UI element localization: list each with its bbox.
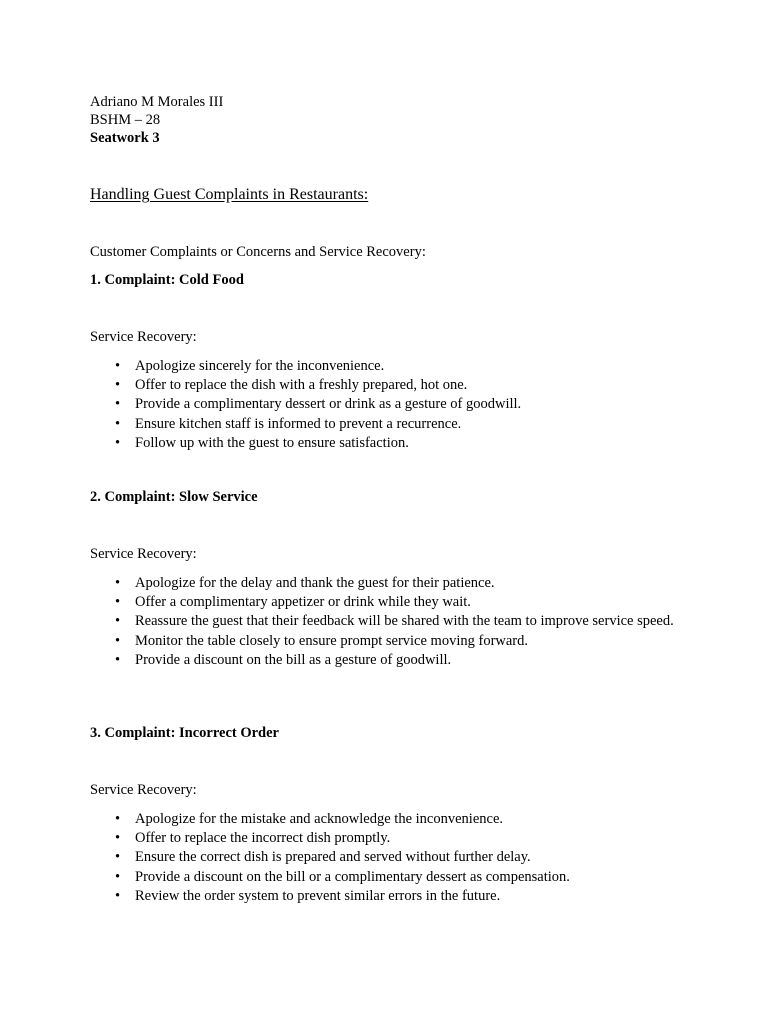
assignment-title: Seatwork 3 [90,130,160,146]
list-item: • Ensure kitchen staff is informed to prevent a recurrence. [90,415,690,434]
bullet-icon: • [115,613,121,630]
list-item: • Apologize for the mistake and acknowledge the inconvenience. [90,810,690,829]
section-heading: 1. Complaint: Cold Food [90,272,244,288]
bullet-icon: • [115,868,121,885]
bullet-icon: • [115,396,121,413]
bullet-icon: • [115,575,121,591]
bullet-icon: • [115,358,121,374]
author-name: Adriano M Morales III [90,94,224,110]
recovery-list [90,357,690,453]
list-item: • Reassure the guest that their feedback will be shared with the team to improve service speed. [90,612,690,631]
list-item: • Offer a complimentary appetizer or drink while they wait. [90,593,690,612]
bullet-icon: • [115,651,121,668]
list-item: • Provide a complimentary dessert or drink as a gesture of goodwill. [90,395,690,414]
bullet-icon: • [115,434,121,451]
bullet-icon: • [115,849,121,866]
list-item: • Monitor the table closely to ensure prompt service moving forward. [90,632,690,651]
intro-text: Customer Complaints or Concerns and Service Recovery: [90,244,426,260]
list-item: • Ensure the correct dish is prepared and served without further delay. [90,848,690,867]
section-heading: 3. Complaint: Incorrect Order [90,725,279,741]
list-item: • Review the order system to prevent similar errors in the future. [90,887,690,906]
bullet-icon: • [115,811,121,827]
section-heading: 2. Complaint: Slow Service [90,489,258,505]
document-title: Handling Guest Complaints in Restaurants: [90,186,369,203]
list-item: • Apologize for the delay and thank the guest for their patience. [90,574,690,593]
bullet-icon: • [115,830,121,847]
list-item: • Provide a discount on the bill as a gesture of goodwill. [90,651,690,670]
list-item: • Provide a discount on the bill or a complimentary dessert as compensation. [90,868,690,887]
bullet-icon: • [115,415,121,432]
service-recovery-label: Service Recovery: [90,329,197,345]
list-item: • Follow up with the guest to ensure satisfaction. [90,434,690,453]
bullet-icon: • [115,594,121,611]
bullet-icon: • [115,632,121,649]
list-item: • Offer to replace the incorrect dish promptly. [90,829,690,848]
recovery-list [90,574,690,670]
bullet-icon: • [115,887,121,904]
service-recovery-label: Service Recovery: [90,782,197,798]
bullet-icon: • [115,377,121,394]
course-section: BSHM – 28 [90,112,161,128]
list-item: • Apologize sincerely for the inconvenience. [90,357,690,376]
service-recovery-label: Service Recovery: [90,546,197,562]
list-item: • Offer to replace the dish with a freshly prepared, hot one. [90,376,690,395]
recovery-list [90,810,690,906]
